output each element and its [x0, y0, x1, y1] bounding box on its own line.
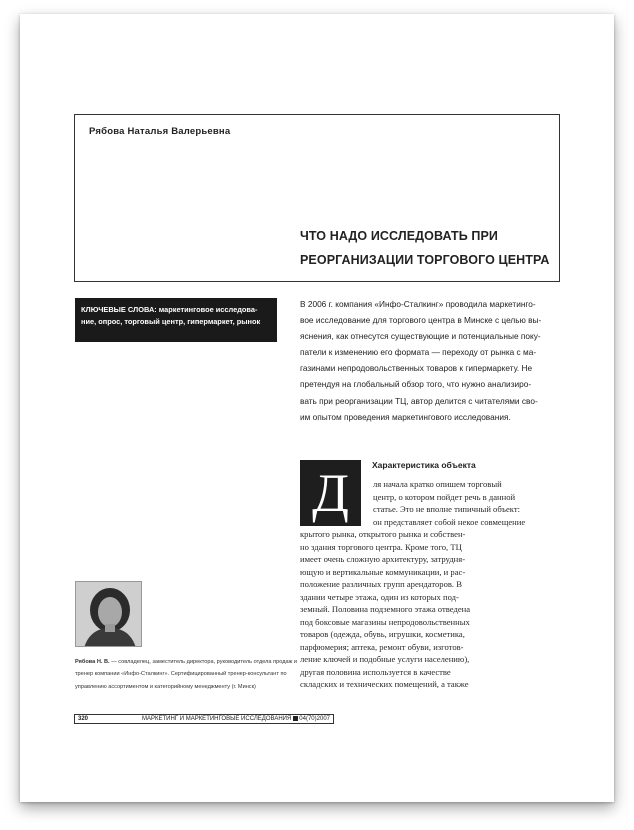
author-name: Рябова Наталья Валерьевна: [89, 126, 231, 137]
body-line: он представляет собой некое совмещение: [373, 516, 526, 527]
body-line: статье. Это не вполне типичный объект:: [373, 504, 520, 514]
author-photo: [75, 581, 142, 647]
title-box: [74, 114, 560, 282]
drop-cap: Д: [300, 460, 361, 526]
body-line: земный. Половина подземного этажа отведена: [300, 604, 471, 614]
body-line: но здания торгового центра. Кроме того, ТЦ: [300, 541, 462, 552]
body-line: ление ключей и подобные услуги населению),: [300, 654, 470, 664]
page: [20, 14, 614, 802]
body-line: положение различных групп арендаторов. В: [300, 579, 462, 589]
journal-name: МАРКЕТИНГ И МАРКЕТИНГОВЫЕ ИССЛЕДОВАНИЯ: [141, 716, 292, 722]
article-title: [300, 224, 555, 272]
body-text: [300, 478, 560, 691]
section-heading: Характеристика объекта: [372, 460, 476, 470]
intro-paragraph: [300, 296, 564, 425]
title-line: ЧТО НАДО ИССЛЕДОВАТЬ ПРИ: [300, 229, 498, 243]
body-line: под боксовые магазины непродовольственных: [300, 616, 470, 627]
body-line: товаров (одежда, обувь, игрушки, косметика,: [300, 629, 465, 639]
journal-issue: 04(70)2007: [299, 716, 330, 722]
body-line: складских и технических помещений, а также: [300, 679, 469, 689]
intro-line: яснения, как отнесутся существующие и потенциальные поку-: [300, 331, 541, 342]
keywords-box: [75, 298, 277, 342]
intro-line: им опытом проведения маркетингового исследования.: [300, 411, 511, 422]
author-bio: [75, 656, 337, 693]
bio-line: управлению ассортиментом и категорийному менеджменту (г. Минск): [75, 683, 256, 690]
keywords-line: КЛЮЧЕВЫЕ СЛОВА: маркетинговое исследова-: [81, 305, 258, 314]
title-line: РЕОРГАНИЗАЦИИ ТОРГОВОГО ЦЕНТРА: [300, 253, 550, 267]
body-line: имеет очень сложную архитектуру, затрудня-: [300, 554, 466, 564]
intro-line: В 2006 г. компания «Инфо-Сталкинг» проводила маркетинго-: [300, 299, 536, 309]
bio-line: тренер компании «Инфо-Сталкинг». Сертифицированный тренер-консультант по: [75, 671, 287, 678]
intro-line: вать при реорганизации ТЦ, автор делится с читателями сво-: [300, 395, 538, 406]
body-line: здании четыре этажа, один из которых под-: [300, 591, 459, 602]
author-portrait-icon: [76, 582, 142, 647]
body-line: крытого рынка, открытого рынка и собствен-: [300, 529, 466, 539]
journal-title: [142, 715, 330, 723]
body-line: парфюмерия; аптека, ремонт обуви, изготов-: [300, 641, 464, 652]
body-line: ющую и вертикальные коммуникации, и рас-: [300, 566, 466, 577]
intro-line: газинами непродовольственных товаров к гипермаркету. Не: [300, 363, 533, 374]
page-footer: [74, 714, 334, 724]
body-line: ля начала кратко опишем торговый: [373, 479, 502, 489]
intro-line: патели к изменению его формата — переходу от рынка с ма-: [300, 347, 537, 358]
intro-line: претендуя на глобальный обзор того, что нужно анализиро-: [300, 379, 532, 390]
keywords-line: ние, опрос, торговый центр, гипермаркет, рынок: [81, 316, 261, 326]
body-line: другая половина используется в качестве: [300, 666, 451, 677]
square-bullet-icon: [293, 716, 298, 721]
intro-line: вое исследование для торгового центра в Минске с целью вы-: [300, 315, 542, 326]
page-number: 320: [78, 716, 89, 722]
body-line: центр, о котором пойдет речь в данной: [373, 491, 516, 502]
bio-line: Рябова Н. В. — совладелец, заместитель директора, руководитель отдела продаж и: [75, 659, 297, 665]
